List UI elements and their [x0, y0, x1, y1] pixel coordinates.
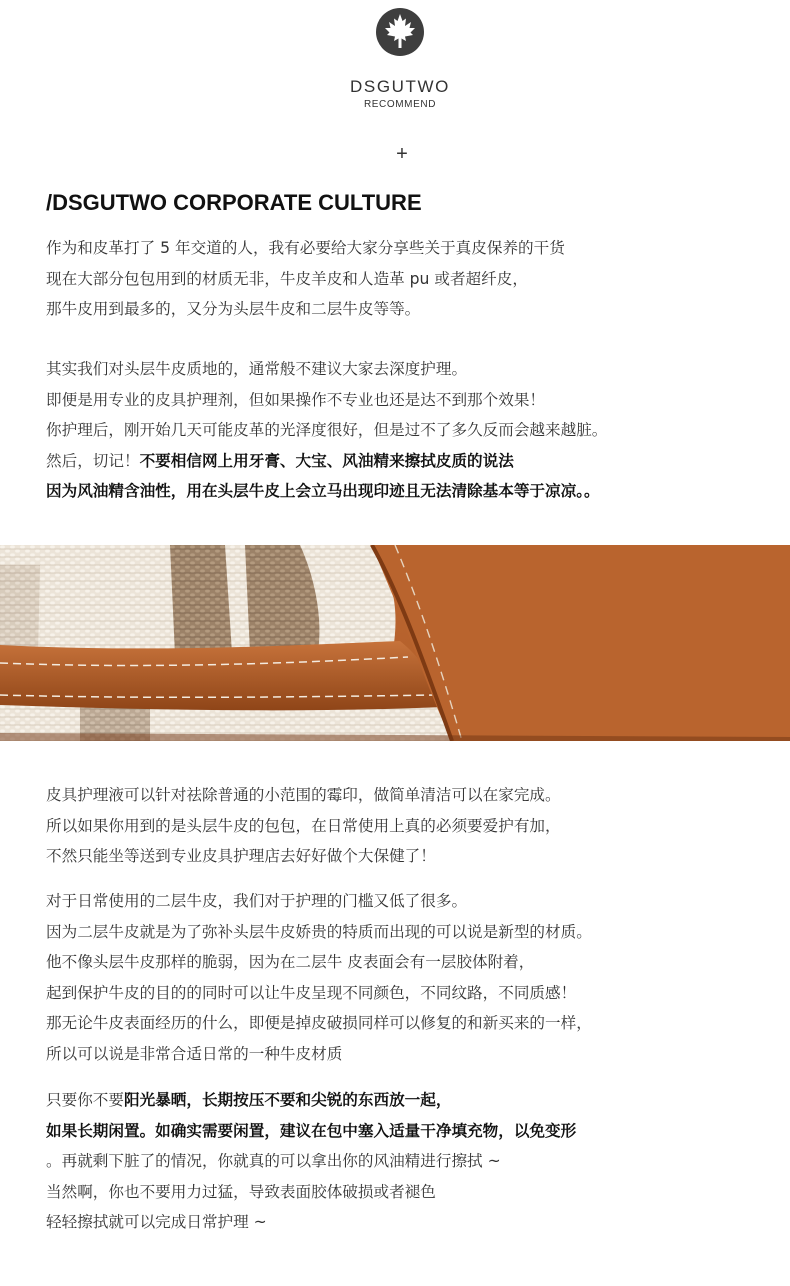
text-line: 现在大部分包包用到的材质无非，牛皮羊皮和人造革 pu 或者超纤皮， — [46, 269, 528, 288]
storage-paragraph — [46, 1085, 576, 1238]
text-line: 对于日常使用的二层牛皮，我们对于护理的门槛又低了很多。 — [46, 892, 468, 910]
care-paragraph — [46, 780, 561, 872]
text-line: 其实我们对头层牛皮质地的，通常般不建议大家去深度护理。 — [46, 360, 468, 378]
brand-logo — [376, 8, 424, 56]
text-line: 即便是用专业的皮具护理剂，但如果操作不专业也还是达不到那个效果！ — [46, 390, 546, 409]
reminder-text: 然后，切记！ — [46, 451, 140, 470]
text-line: 当然啊，你也不要用力过猛，导致表面胶体破损或者褪色 — [46, 1182, 436, 1201]
plus-divider: + — [396, 143, 408, 165]
text-line — [46, 476, 607, 507]
text-line: 轻轻擦拭就可以完成日常护理 ~ — [46, 1213, 267, 1231]
bold-warning: 不要相信网上用牙膏、大宝、风油精来擦拭皮质的说法 — [139, 451, 514, 470]
woven-bag-leather-trim-image — [0, 545, 790, 741]
text-line: 因为二层牛皮就是为了弥补头层牛皮娇贵的特质而出现的可以说是新型的材质。 — [46, 922, 592, 941]
maple-leaf-icon — [376, 8, 424, 56]
text-line — [46, 1116, 576, 1147]
text-line — [46, 446, 607, 477]
brand-tagline: RECOMMEND — [363, 99, 437, 110]
brand-name: DSGUTWO — [350, 77, 450, 96]
text-line: 不然只能坐等送到专业皮具护理店去好好做个大保健了！ — [46, 847, 436, 865]
text-line: 。再就剩下脏了的情况，你就真的可以拿出你的风油精进行擦拭 ~ — [46, 1152, 501, 1170]
text-line — [46, 1085, 576, 1116]
text-line: 那牛皮用到最多的，又分为头层牛皮和二层牛皮等等。 — [46, 300, 421, 318]
intro-paragraph — [46, 233, 565, 325]
product-photo — [0, 545, 790, 741]
text-line: 皮具护理液可以针对祛除普通的小范围的霉印，做简单清洁可以在家完成。 — [46, 786, 561, 804]
bold-advice: 如果长期闲置。如确实需要闲置，建议在包中塞入适量干净填充物，以免变形 — [46, 1121, 577, 1140]
text-line: 那无论牛皮表面经历的什么，即便是掉皮破损同样可以修复的和新买来的一样， — [46, 1014, 592, 1032]
warning-paragraph — [46, 354, 607, 507]
text-line: 他不像头层牛皮那样的脆弱，因为在二层牛 皮表面会有一层胶体附着， — [46, 953, 535, 971]
split-leather-paragraph — [46, 886, 592, 1069]
section-heading: /DSGUTWO CORPORATE CULTURE — [46, 190, 422, 215]
bold-advice: 阳光暴晒，长期按压不要和尖锐的东西放一起， — [123, 1091, 452, 1109]
text-line: 起到保护牛皮的目的的同时可以让牛皮呈现不同颜色，不同纹路，不同质感！ — [46, 983, 577, 1002]
text-line: 作为和皮革打了 5 年交道的人，我有必要给大家分享些关于真皮保养的干货 — [46, 239, 565, 257]
text-normal: 只要你不要 — [46, 1091, 124, 1109]
text-line: 所以可以说是非常合适日常的一种牛皮材质 — [46, 1044, 343, 1063]
bold-warning: 因为风油精含油性，用在头层牛皮上会立马出现印迹且无法清除基本等于凉凉。。 — [46, 482, 600, 500]
text-line: 你护理后，刚开始几天可能皮革的光泽度很好，但是过不了多久反而会越来越脏。 — [46, 421, 608, 439]
text-line: 所以如果你用到的是头层牛皮的包包，在日常使用上真的必须要爱护有加， — [46, 816, 561, 835]
